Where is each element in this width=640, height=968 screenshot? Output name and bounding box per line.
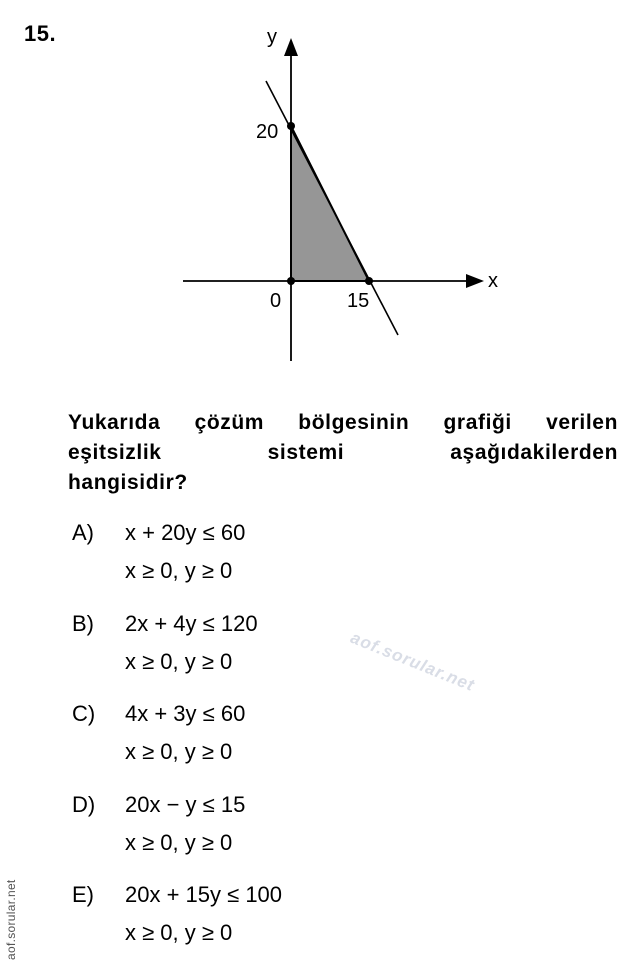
question-line: eşitsizlik sistemi aşağıdakilerden [68,441,618,464]
option-constraint: x ≥ 0, y ≥ 0 [125,830,233,855]
y-axis-label: y [267,26,277,48]
point-origin [287,277,295,285]
option-letter: A) [72,520,94,545]
x-axis-label: x [488,270,498,292]
option-inequality: 4x + 3y ≤ 60 [125,701,246,726]
label-x-intercept: 15 [347,290,370,312]
option-letter: D) [72,792,96,817]
x-axis-arrow-icon [466,274,484,288]
option-letter: E) [72,882,94,907]
option-inequality: x + 20y ≤ 60 [125,520,246,545]
option-inequality: 2x + 4y ≤ 120 [125,611,258,636]
question-text [68,408,618,498]
question-line: Yukarıda çözüm bölgesinin grafiği verilen [68,411,618,434]
point-x-intercept [365,277,373,285]
point-y-intercept [287,122,295,130]
label-y-intercept: 20 [256,121,279,143]
solution-region-graph [0,0,640,400]
option-constraint: x ≥ 0, y ≥ 0 [125,920,233,945]
option-letter: B) [72,611,94,636]
label-origin: 0 [270,290,282,312]
question-number: 15. [24,21,57,46]
option-constraint: x ≥ 0, y ≥ 0 [125,649,233,674]
side-watermark: aof.sorular.net [4,879,18,960]
option-inequality: 20x − y ≤ 15 [125,792,246,817]
center-watermark: aof.sorular.net [347,628,478,696]
question-line: hangisidir? [68,471,188,494]
option-constraint: x ≥ 0, y ≥ 0 [125,739,233,764]
option-constraint: x ≥ 0, y ≥ 0 [125,558,233,583]
y-axis-arrow-icon [284,38,298,56]
option-letter: C) [72,701,96,726]
option-inequality: 20x + 15y ≤ 100 [125,882,283,907]
boundary-line [266,81,398,335]
